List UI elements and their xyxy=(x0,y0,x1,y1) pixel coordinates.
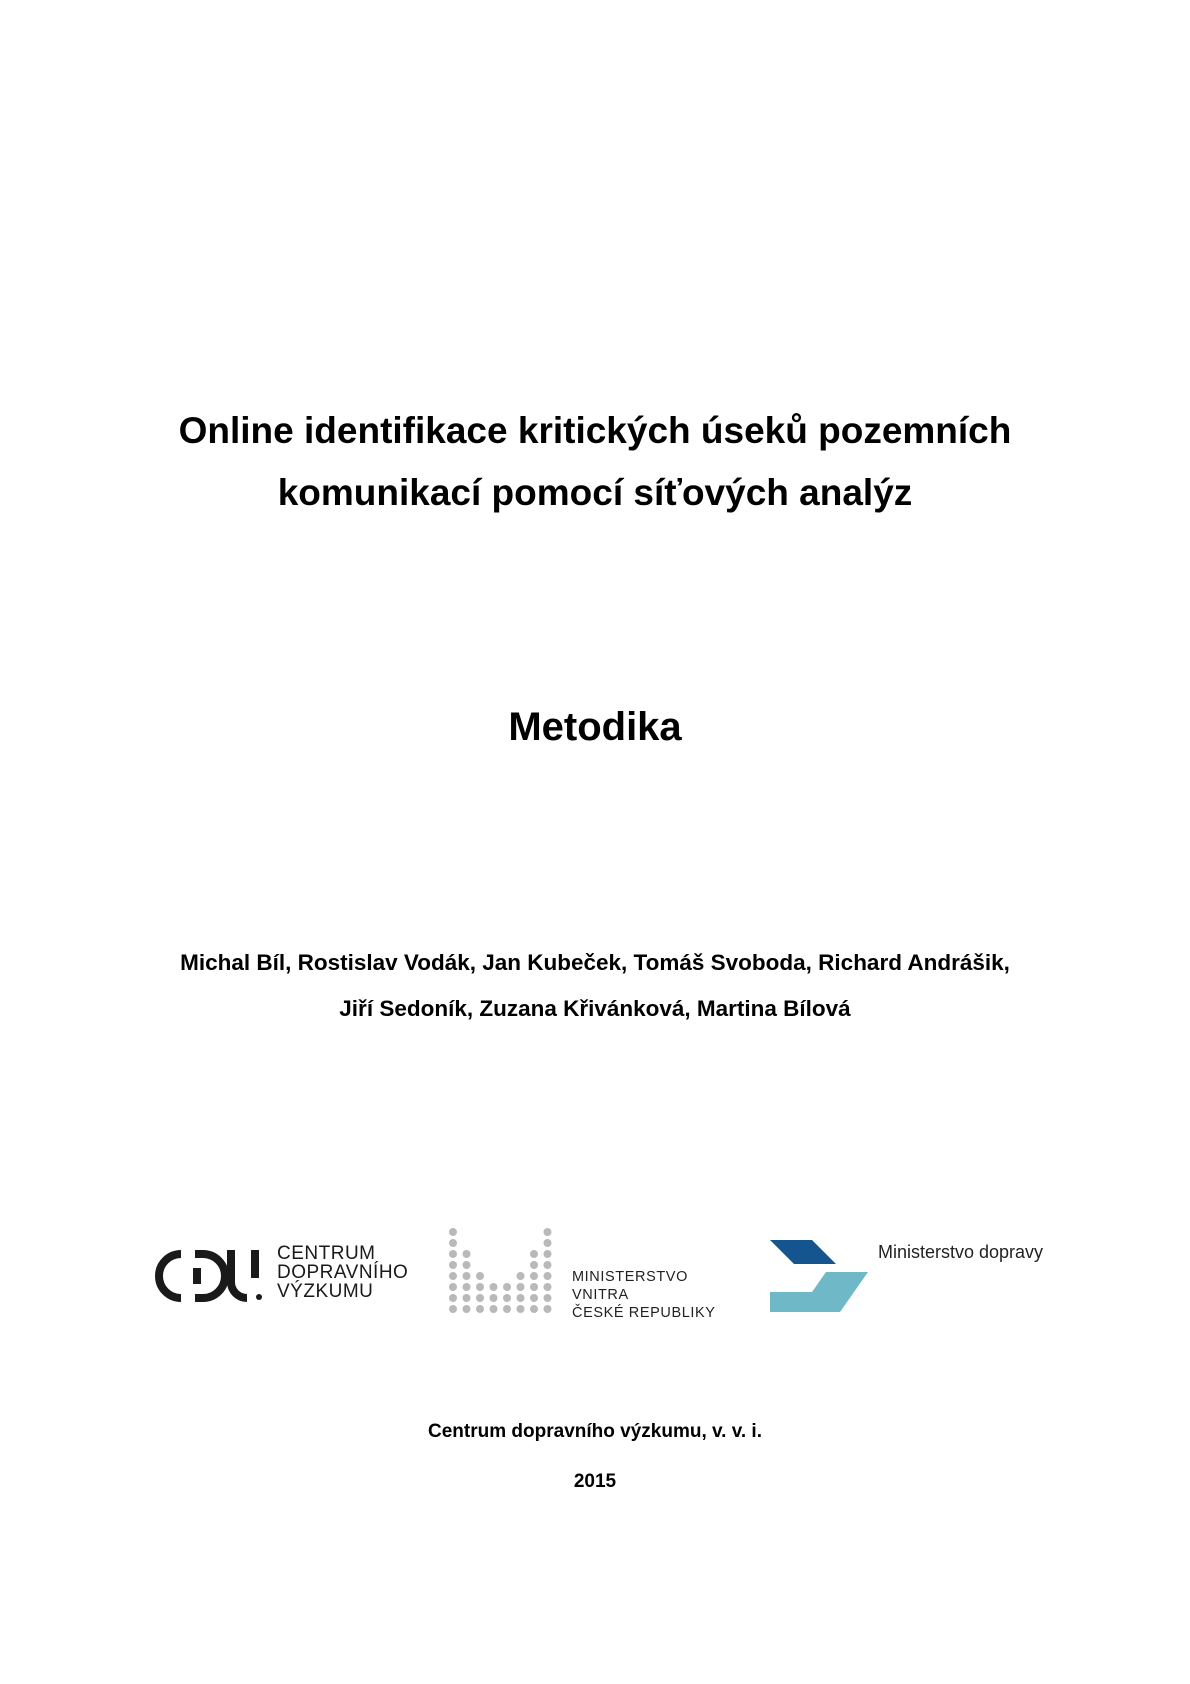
mvcr-dot xyxy=(449,1305,457,1313)
mvcr-logo-text xyxy=(572,1268,746,1322)
mvcr-dot xyxy=(530,1305,538,1313)
mvcr-dot xyxy=(530,1272,538,1280)
cdv-logo-line: CENTRUM xyxy=(277,1243,376,1264)
document-subtitle: Metodika xyxy=(508,705,682,749)
mvcr-dot xyxy=(463,1294,471,1302)
mvcr-dot xyxy=(530,1283,538,1291)
mvcr-dot xyxy=(544,1239,552,1247)
mvcr-dot xyxy=(449,1250,457,1258)
mvcr-dot xyxy=(476,1283,484,1291)
mvcr-dot xyxy=(463,1250,471,1258)
mvcr-dot xyxy=(517,1283,525,1291)
cdv-logo-line: DOPRAVNÍHO xyxy=(277,1262,409,1283)
publication-year: 2015 xyxy=(573,1471,617,1492)
mvcr-dot xyxy=(490,1283,498,1291)
mvcr-dot xyxy=(544,1272,552,1280)
institution-name: Centrum dopravního výzkumu, v. v. i. xyxy=(428,1421,762,1442)
author-line: Michal Bíl, Rostislav Vodák, Jan Kubeček, Tomáš Svoboda, Richard Andrášik, xyxy=(180,950,1010,975)
mvcr-dot-grid-icon xyxy=(446,1226,556,1316)
mvcr-dot xyxy=(517,1272,525,1280)
mvcr-dot xyxy=(463,1305,471,1313)
mvcr-dot xyxy=(476,1294,484,1302)
cdv-logo-dot-icon xyxy=(256,1294,262,1300)
mvcr-dot xyxy=(463,1272,471,1280)
md-logo-chevron-icon xyxy=(770,1240,868,1312)
md-logo xyxy=(770,1240,1070,1320)
mvcr-logo-line: ČESKÉ REPUBLIKY xyxy=(572,1305,716,1321)
mvcr-dot xyxy=(449,1294,457,1302)
mvcr-dot xyxy=(490,1294,498,1302)
mvcr-dot xyxy=(517,1294,525,1302)
mvcr-dot xyxy=(544,1261,552,1269)
md-logo-text: Ministerstvo dopravy xyxy=(878,1242,1044,1262)
mvcr-dot xyxy=(530,1250,538,1258)
mvcr-dot xyxy=(530,1294,538,1302)
cdv-logo-line: VÝZKUMU xyxy=(277,1281,374,1302)
author-line: Jiří Sedoník, Zuzana Křivánková, Martina Bílová xyxy=(339,996,851,1021)
mvcr-dot xyxy=(490,1305,498,1313)
title-line: komunikací pomocí síťových analýz xyxy=(277,472,913,513)
mvcr-dot xyxy=(544,1228,552,1236)
document-title xyxy=(100,400,1090,524)
mvcr-dot xyxy=(544,1294,552,1302)
title-line: Online identifikace kritických úseků pozemních xyxy=(178,410,1012,451)
mvcr-dot xyxy=(530,1261,538,1269)
mvcr-logo xyxy=(446,1226,746,1321)
mvcr-dot xyxy=(544,1283,552,1291)
mvcr-dot xyxy=(476,1305,484,1313)
cdv-logo-mark-icon xyxy=(155,1248,265,1304)
mvcr-dot xyxy=(517,1305,525,1313)
mvcr-dot xyxy=(449,1272,457,1280)
author-list xyxy=(100,940,1090,1032)
mvcr-dot xyxy=(503,1283,511,1291)
mvcr-dot xyxy=(503,1294,511,1302)
mvcr-logo-line: MINISTERSTVO VNITRA xyxy=(572,1269,688,1303)
mvcr-dot xyxy=(449,1228,457,1236)
mvcr-dot xyxy=(449,1239,457,1247)
mvcr-dot xyxy=(544,1305,552,1313)
mvcr-dot xyxy=(463,1261,471,1269)
cdv-logo xyxy=(155,1240,425,1310)
mvcr-dot xyxy=(463,1283,471,1291)
cdv-logo-text xyxy=(277,1244,408,1301)
mvcr-dot xyxy=(503,1305,511,1313)
mvcr-dot xyxy=(449,1283,457,1291)
mvcr-dot xyxy=(449,1261,457,1269)
mvcr-dot xyxy=(544,1250,552,1258)
mvcr-dot xyxy=(476,1272,484,1280)
